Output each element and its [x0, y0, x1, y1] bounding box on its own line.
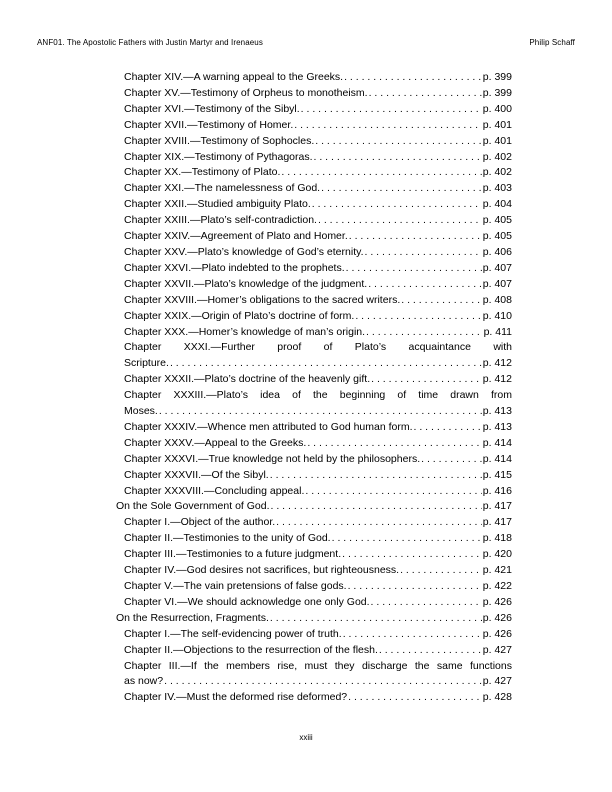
toc-entry-title: Chapter XXII.—Studied ambiguity Plato. [124, 198, 311, 211]
toc-page-number: p. 426 [482, 627, 512, 640]
toc-chapter-entry[interactable] [116, 134, 512, 150]
dot-leader [301, 102, 482, 118]
toc-page-number: p. 417 [482, 516, 512, 529]
toc-chapter-entry[interactable] [116, 595, 512, 611]
running-header-title: ANF01. The Apostolic Fathers with Justin Martyr and Irenaeus [37, 38, 263, 47]
dot-leader [365, 245, 482, 261]
toc-chapter-entry[interactable] [116, 197, 512, 213]
dot-leader [270, 468, 482, 484]
toc-entry-title: as now? [124, 675, 164, 688]
dot-leader [332, 531, 482, 547]
dot-leader [414, 420, 482, 436]
dot-leader [281, 165, 481, 181]
dot-leader [368, 277, 482, 293]
running-header-author: Philip Schaff [529, 38, 575, 47]
toc-entry-title: Chapter XXXVI.—True knowledge not held by the philosophers. [124, 452, 421, 465]
dot-leader [369, 86, 482, 102]
dot-leader [314, 150, 482, 166]
toc-chapter-entry[interactable] [116, 531, 512, 547]
page-number: xxiii [299, 733, 313, 742]
toc-section-entry[interactable] [116, 611, 512, 627]
toc-page-number: p. 427 [482, 643, 512, 656]
dot-leader [270, 611, 482, 627]
toc-chapter-entry[interactable] [116, 372, 512, 388]
toc-entry-title: Chapter I.—The self-evidencing power of truth. [124, 627, 342, 640]
dot-leader [421, 452, 482, 468]
dot-leader [271, 499, 482, 515]
toc-entry-title: Chapter VI.—We should acknowledge one only God. [124, 595, 370, 608]
toc-page-number: p. 410 [482, 309, 512, 322]
dot-leader [305, 484, 481, 500]
toc-page-number: p. 420 [482, 548, 512, 561]
toc-page-number: p. 411 [483, 325, 512, 338]
dot-leader [371, 372, 482, 388]
toc-chapter-entry[interactable] [116, 563, 512, 579]
toc-entry-title: Chapter XXXV.—Appeal to the Greeks. [124, 436, 307, 449]
toc-entry-title: Chapter XVI.—Testimony of the Sibyl. [124, 102, 300, 115]
toc-page-number: p. 402 [482, 150, 512, 163]
toc-page-number: p. 427 [482, 675, 512, 688]
toc-entry-title: Chapter XXIV.—Agreement of Plato and Homer. [124, 230, 348, 243]
toc-page-number: p. 402 [482, 166, 512, 179]
toc-page-number: p. 414 [482, 436, 512, 449]
toc-entry-title: Chapter XXX.—Homer’s knowledge of man’s origin. [124, 325, 366, 338]
toc-page-number: p. 401 [482, 118, 512, 131]
toc-page-number: p. 406 [482, 245, 512, 258]
dot-leader [366, 325, 483, 341]
toc-chapter-entry[interactable] [116, 181, 512, 197]
toc-entry-title: Chapter XXIX.—Origin of Plato’s doctrine of form. [124, 309, 355, 322]
toc-chapter-entry[interactable] [116, 70, 512, 86]
toc-chapter-entry[interactable] [116, 245, 512, 261]
toc-entry-title: Chapter V.—The vain pretensions of false gods. [124, 580, 347, 592]
dot-leader [344, 70, 482, 86]
dot-leader [318, 213, 482, 229]
dot-leader [294, 118, 482, 134]
dot-leader [164, 674, 482, 690]
toc-chapter-entry[interactable] [116, 86, 512, 102]
toc-entry-title-line: Chapter III.—If the members rise, must they discharge the same functions [124, 659, 512, 672]
toc-page-number: p. 416 [482, 484, 512, 497]
toc-page-number: p. 413 [482, 405, 512, 418]
toc-entry-title: Chapter XX.—Testimony of Plato. [124, 166, 281, 179]
toc-entry-title: Chapter XXXIV.—Whence men attributed to God human form. [124, 420, 413, 433]
toc-entry-title: Chapter XXI.—The namelessness of God. [124, 182, 321, 195]
toc-chapter-entry[interactable] [116, 293, 512, 309]
toc-chapter-entry[interactable] [116, 515, 512, 531]
toc-entry-title: Chapter IV.—God desires not sacrifices, but righteousness. [124, 564, 400, 577]
toc-chapter-entry[interactable] [116, 229, 512, 245]
toc-entry-title: Chapter XXXVIII.—Concluding appeal. [124, 484, 305, 497]
toc-page-number: p. 422 [482, 580, 512, 592]
toc-page-number: p. 428 [482, 691, 512, 704]
dot-leader [276, 515, 482, 531]
toc-chapter-entry[interactable] [116, 547, 512, 563]
toc-page-number: p. 399 [482, 86, 512, 99]
toc-chapter-entry[interactable] [116, 102, 512, 118]
toc-chapter-entry[interactable] [116, 468, 512, 484]
toc-chapter-entry[interactable] [116, 261, 512, 277]
toc-page-number: p. 418 [482, 532, 512, 545]
toc-page-number: p. 415 [482, 468, 512, 481]
dot-leader [321, 181, 482, 197]
toc-chapter-entry[interactable] [116, 165, 512, 181]
toc-chapter-entry[interactable] [116, 325, 512, 341]
toc-chapter-entry[interactable] [116, 340, 512, 372]
toc-chapter-entry[interactable] [116, 579, 512, 595]
toc-page-number: p. 405 [482, 214, 512, 227]
toc-entry-title: Chapter XV.—Testimony of Orpheus to monotheism. [124, 86, 368, 99]
toc-page-number: p. 426 [482, 611, 512, 624]
toc-chapter-entry[interactable] [116, 118, 512, 134]
toc-page-number: p. 417 [482, 500, 512, 513]
toc-page-number: p. 403 [482, 182, 512, 195]
toc-page-number: p. 414 [482, 452, 512, 465]
toc-entry-title: Chapter II.—Objections to the resurrection of the flesh. [124, 643, 378, 656]
toc-entry-title: Chapter XIX.—Testimony of Pythagoras. [124, 150, 313, 163]
toc-entry-title: Chapter XVII.—Testimony of Homer. [124, 118, 294, 131]
toc-entry-title: Chapter IV.—Must the deformed rise deformed? [124, 691, 348, 704]
toc-chapter-entry[interactable] [116, 690, 512, 706]
toc-entry-title: Chapter I.—Object of the author. [124, 516, 276, 529]
toc-entry-title: Chapter XXVIII.—Homer’s obligations to the sacred writers. [124, 293, 401, 306]
toc-entry-title: Chapter XVIII.—Testimony of Sophocles. [124, 134, 315, 147]
toc-chapter-entry[interactable] [116, 213, 512, 229]
toc-chapter-entry[interactable] [116, 150, 512, 166]
toc-page-number: p. 407 [482, 277, 512, 290]
dot-leader [312, 197, 482, 213]
toc-chapter-entry[interactable] [116, 309, 512, 325]
toc-entry-title: On the Sole Government of God. [116, 500, 270, 513]
toc-chapter-entry[interactable] [116, 420, 512, 436]
dot-leader [371, 595, 482, 611]
toc-page-number: p. 413 [482, 420, 512, 433]
toc-page-number: p. 399 [482, 71, 512, 83]
toc-page-number: p. 404 [482, 198, 512, 211]
dot-leader [379, 643, 482, 659]
dot-leader [170, 356, 482, 372]
dot-leader [400, 563, 482, 579]
toc-page-number: p. 407 [482, 261, 512, 274]
toc-chapter-entry[interactable] [116, 436, 512, 452]
dot-leader [401, 293, 482, 309]
toc-entry-title: Chapter XIV.—A warning appeal to the Greeks. [124, 71, 344, 83]
dot-leader [343, 627, 482, 643]
toc-chapter-entry[interactable] [116, 659, 512, 691]
toc-page-number: p. 412 [482, 357, 512, 370]
toc-entry-title: Chapter XXXVII.—Of the Sibyl. [124, 468, 269, 481]
toc-entry-title: Chapter II.—Testimonies to the unity of God. [124, 532, 331, 545]
dot-leader [348, 579, 482, 595]
toc-page-number: p. 426 [482, 595, 512, 608]
toc-page-number: p. 401 [482, 134, 512, 147]
toc-entry-title-line: Chapter XXXIII.—Plato’s idea of the beginning of time drawn from [124, 389, 512, 402]
toc-chapter-entry[interactable] [116, 388, 512, 420]
toc-entry-title: On the Resurrection, Fragments. [116, 611, 269, 624]
dot-leader [307, 436, 481, 452]
dot-leader [349, 229, 482, 245]
toc-page-number: p. 421 [482, 564, 512, 577]
toc-page-number: p. 405 [482, 230, 512, 243]
toc-entry-title: Chapter XXIII.—Plato’s self-contradiction. [124, 214, 317, 227]
toc-entry-title: Chapter XXVI.—Plato indebted to the prophets. [124, 261, 345, 274]
dot-leader [355, 309, 481, 325]
dot-leader [315, 134, 482, 150]
toc-entry-title: Chapter XXXII.—Plato’s doctrine of the heavenly gift. [124, 373, 371, 386]
toc-chapter-entry[interactable] [116, 484, 512, 500]
dot-leader [159, 404, 482, 420]
table-of-contents [116, 70, 512, 706]
toc-entry-title: Chapter XXVII.—Plato’s knowledge of the judgment. [124, 277, 368, 290]
dot-leader [348, 690, 482, 706]
toc-page-number: p. 408 [482, 293, 512, 306]
toc-entry-title-line: Chapter XXXI.—Further proof of Plato’s acquaintance with [124, 341, 512, 354]
toc-chapter-entry[interactable] [116, 452, 512, 468]
toc-chapter-entry[interactable] [116, 277, 512, 293]
toc-page-number: p. 400 [482, 102, 512, 115]
dot-leader [342, 547, 482, 563]
toc-page-number: p. 412 [482, 373, 512, 386]
dot-leader [346, 261, 482, 277]
toc-entry-title: Scripture. [124, 357, 169, 370]
toc-entry-title: Chapter XXV.—Plato’s knowledge of God’s eternity. [124, 245, 364, 258]
toc-entry-title: Chapter III.—Testimonies to a future judgment. [124, 548, 342, 561]
toc-chapter-entry[interactable] [116, 627, 512, 643]
toc-section-entry[interactable] [116, 499, 512, 515]
toc-entry-title: Moses. [124, 405, 158, 418]
toc-chapter-entry[interactable] [116, 643, 512, 659]
